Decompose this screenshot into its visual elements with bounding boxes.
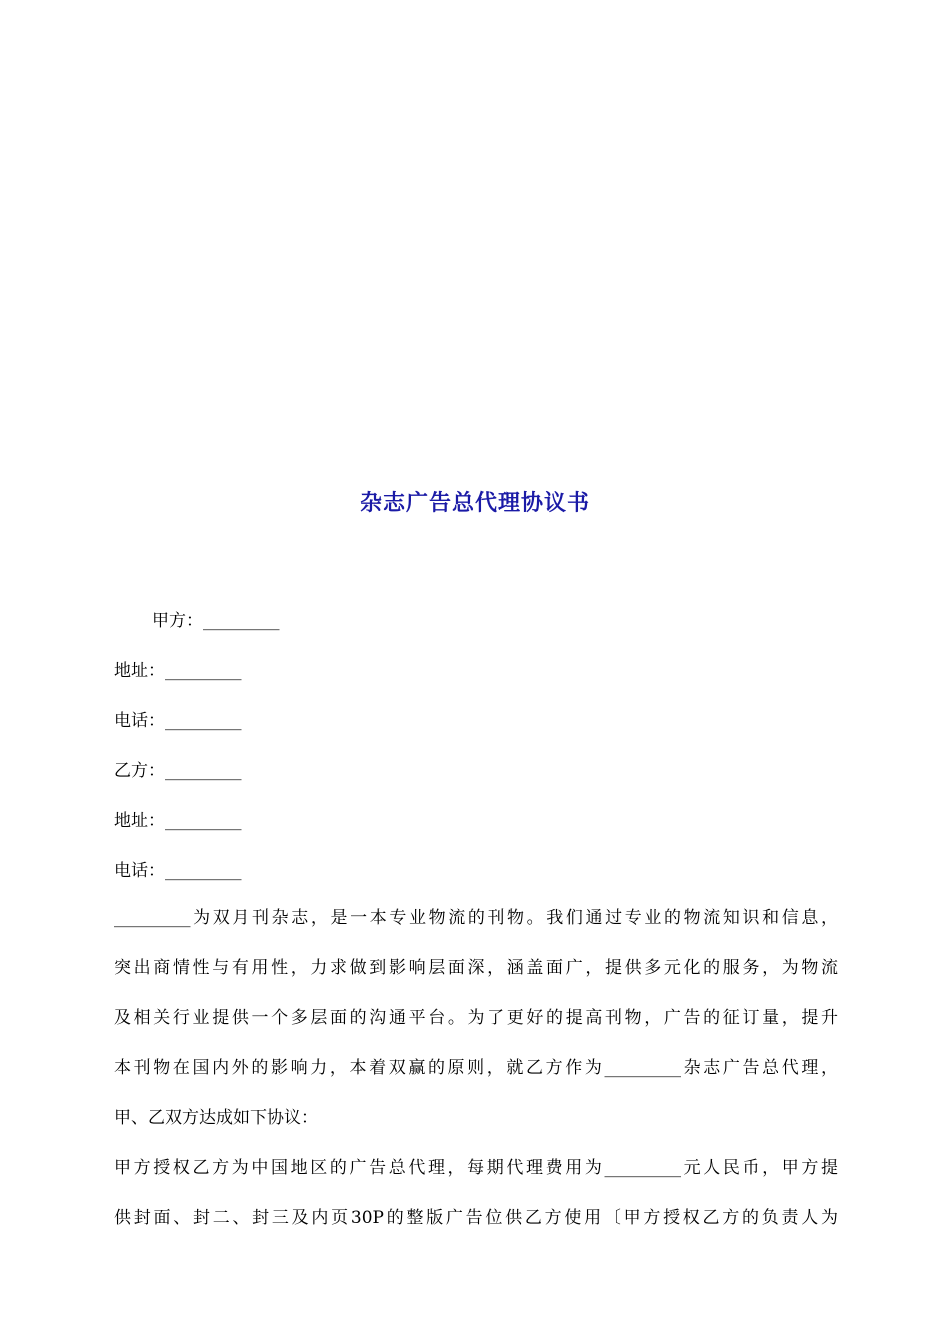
- party-b-phone-label: 电话：: [114, 861, 165, 881]
- clause-line: 供封面、封二、封三及内页30P的整版广告位供乙方使用〔甲方授权乙方的负责人为: [114, 1208, 838, 1228]
- intro-line: _________为双月刊杂志，是一本专业物流的刊物。我们通过专业的物流知识和信息，: [114, 908, 838, 928]
- intro-line: 甲、乙双方达成如下协议：: [114, 1108, 318, 1128]
- party-a-blank: _________: [203, 611, 280, 631]
- party-a-address-field: [114, 659, 242, 683]
- intro-line: 及相关行业提供一个多层面的沟通平台。为了更好的提高刊物，广告的征订量，提升: [114, 1008, 838, 1028]
- party-b-address-field: [114, 809, 242, 833]
- party-b-phone-blank: _________: [165, 861, 242, 881]
- clause-paragraph: [114, 1143, 838, 1243]
- party-a-address-label: 地址：: [114, 661, 165, 681]
- party-b-phone-field: [114, 859, 242, 883]
- intro-paragraph: [114, 893, 838, 1143]
- intro-line: 本刊物在国内外的影响力，本着双赢的原则，就乙方作为_________杂志广告总代理，: [114, 1058, 838, 1078]
- party-a-phone-label: 电话：: [114, 711, 165, 731]
- party-b-label: 乙方：: [114, 761, 165, 781]
- party-b-address-blank: _________: [165, 811, 242, 831]
- party-b-address-label: 地址：: [114, 811, 165, 831]
- party-a-address-blank: _________: [165, 661, 242, 681]
- party-a-label: 甲方：: [152, 611, 203, 631]
- intro-line: 突出商情性与有用性，力求做到影响层面深，涵盖面广，提供多元化的服务，为物流: [114, 958, 838, 978]
- clause-line: 甲方授权乙方为中国地区的广告总代理，每期代理费用为_________元人民币，甲方提: [114, 1158, 838, 1178]
- document-title: 杂志广告总代理协议书: [359, 490, 590, 516]
- party-a-phone-blank: _________: [165, 711, 242, 731]
- party-a-field: [152, 609, 280, 633]
- party-b-blank: _________: [165, 761, 242, 781]
- party-b-field: [114, 759, 242, 783]
- party-a-phone-field: [114, 709, 242, 733]
